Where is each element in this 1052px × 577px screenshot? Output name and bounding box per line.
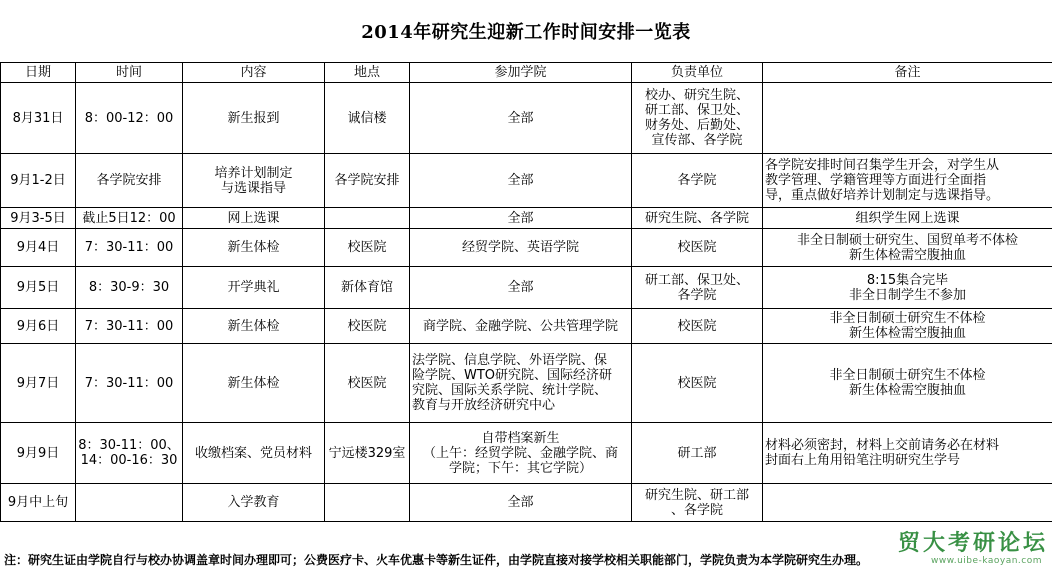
cell-time: 7：30-11：00: [76, 344, 183, 423]
cell-place: [325, 208, 410, 229]
header-college: 参加学院: [410, 63, 632, 83]
cell-place: [325, 484, 410, 522]
cell-unit: 校办、研究生院、 研工部、保卫处、 财务处、后勤处、 宣传部、各学院: [632, 83, 763, 154]
cell-note: [763, 83, 1052, 154]
footnote: 注：研究生证由学院自行与校办协调盖章时间办理即可；公费医疗卡、火车优惠卡等新生证件，由学院直接对接学校相关职能部门，学院负责为本学院研究生办理。: [4, 553, 869, 567]
cell-place: 诚信楼: [325, 83, 410, 154]
cell-date: 9月1-2日: [1, 154, 76, 208]
table-row: [1, 423, 1052, 484]
header-time: 时间: [76, 63, 183, 83]
cell-time: 各学院安排: [76, 154, 183, 208]
cell-place: 校医院: [325, 344, 410, 423]
page-title: 2014年研究生迎新工作时间安排一览表: [0, 0, 1052, 63]
cell-college: 全部: [410, 154, 632, 208]
cell-content: 新生体检: [183, 229, 325, 267]
cell-note: 材料必须密封，材料上交前请务必在材料 封面右上角用铅笔注明研究生学号: [763, 423, 1052, 484]
cell-place: 新体育馆: [325, 267, 410, 309]
cell-date: 9月9日: [1, 423, 76, 484]
cell-note: 各学院安排时间召集学生开会，对学生从 教学管理、学籍管理等方面进行全面指 导，重点做好培养计划制定与选课指导。: [763, 154, 1052, 208]
table-row: [1, 309, 1052, 344]
cell-unit: 各学院: [632, 154, 763, 208]
cell-time: 8：30-11：00、 14：00-16：30: [76, 423, 183, 484]
table-row: [1, 484, 1052, 522]
cell-college: 全部: [410, 83, 632, 154]
cell-time: 7：30-11：00: [76, 309, 183, 344]
cell-date: 9月4日: [1, 229, 76, 267]
table-row: [1, 208, 1052, 229]
cell-time: 7：30-11：00: [76, 229, 183, 267]
cell-content: 开学典礼: [183, 267, 325, 309]
cell-content: 培养计划制定 与选课指导: [183, 154, 325, 208]
forum-watermark: [842, 524, 1052, 577]
cell-place: 各学院安排: [325, 154, 410, 208]
cell-place: 宁远楼329室: [325, 423, 410, 484]
cell-time: 8：00-12：00: [76, 83, 183, 154]
cell-content: 新生报到: [183, 83, 325, 154]
cell-unit: 校医院: [632, 229, 763, 267]
cell-date: 9月中上旬: [1, 484, 76, 522]
header-content: 内容: [183, 63, 325, 83]
cell-date: 8月31日: [1, 83, 76, 154]
cell-unit: 校医院: [632, 344, 763, 423]
schedule-table: [0, 62, 1052, 522]
cell-college: 法学院、信息学院、外语学院、保 险学院、WTO研究院、国际经济研 究院、国际关系学院、统计学院、 教育与开放经济研究中心: [410, 344, 632, 423]
cell-unit: 研工部、保卫处、 各学院: [632, 267, 763, 309]
cell-college: 经贸学院、英语学院: [410, 229, 632, 267]
cell-time: [76, 484, 183, 522]
header-place: 地点: [325, 63, 410, 83]
watermark-url: www.uibe-kaoyan.com: [930, 556, 1042, 566]
cell-content: 网上选课: [183, 208, 325, 229]
cell-time: 8：30-9：30: [76, 267, 183, 309]
header-date: 日期: [1, 63, 76, 83]
cell-time: 截止5日12：00: [76, 208, 183, 229]
cell-note: [763, 484, 1052, 522]
cell-content: 收缴档案、党员材料: [183, 423, 325, 484]
cell-note: 非全日制硕士研究生、国贸单考不体检 新生体检需空腹抽血: [763, 229, 1052, 267]
table-header-row: [1, 63, 1052, 83]
cell-college: 商学院、金融学院、公共管理学院: [410, 309, 632, 344]
cell-unit: 校医院: [632, 309, 763, 344]
cell-note: 组织学生网上选课: [763, 208, 1052, 229]
cell-unit: 研究生院、各学院: [632, 208, 763, 229]
cell-note: 非全日制硕士研究生不体检 新生体检需空腹抽血: [763, 344, 1052, 423]
cell-date: 9月7日: [1, 344, 76, 423]
watermark-text: 贸大考研论坛: [897, 531, 1048, 556]
cell-place: 校医院: [325, 309, 410, 344]
cell-college: 全部: [410, 267, 632, 309]
table-row: [1, 83, 1052, 154]
cell-college: 全部: [410, 484, 632, 522]
table-row: [1, 267, 1052, 309]
cell-date: 9月5日: [1, 267, 76, 309]
cell-content: 新生体检: [183, 344, 325, 423]
cell-date: 9月6日: [1, 309, 76, 344]
header-unit: 负责单位: [632, 63, 763, 83]
header-note: 备注: [763, 63, 1052, 83]
cell-content: 新生体检: [183, 309, 325, 344]
cell-unit: 研工部: [632, 423, 763, 484]
cell-date: 9月3-5日: [1, 208, 76, 229]
cell-college: 全部: [410, 208, 632, 229]
cell-note: 非全日制硕士研究生不体检 新生体检需空腹抽血: [763, 309, 1052, 344]
cell-place: 校医院: [325, 229, 410, 267]
table-row: [1, 229, 1052, 267]
cell-note: 8:15集合完毕 非全日制学生不参加: [763, 267, 1052, 309]
table-row: [1, 344, 1052, 423]
table-row: [1, 154, 1052, 208]
cell-college: 自带档案新生 （上午：经贸学院、金融学院、商 学院；下午：其它学院）: [410, 423, 632, 484]
cell-content: 入学教育: [183, 484, 325, 522]
cell-unit: 研究生院、研工部 、各学院: [632, 484, 763, 522]
